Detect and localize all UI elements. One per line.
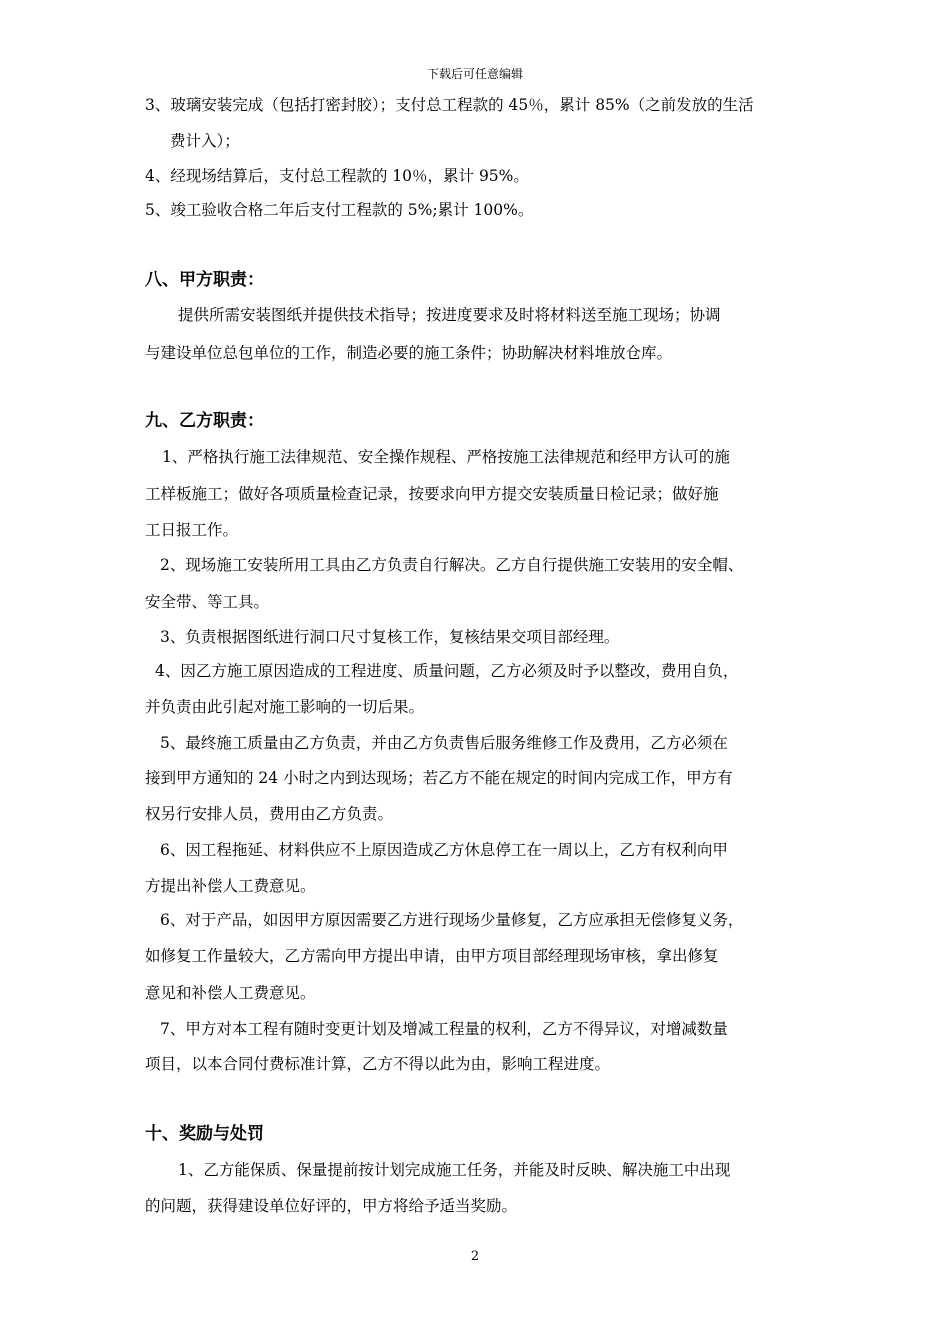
section-9-line-10: 接到甲方通知的 24 小时之内到达现场；若乙方不能在规定的时间内完成工作，甲方有: [145, 769, 733, 787]
section-9-line-6: 3、负责根据图纸进行洞口尺寸复核工作，复核结果交项目部经理。: [160, 628, 620, 646]
payment-item-5: 5、竣工验收合格二年后支付工程款的 5%;累计 100%。: [145, 201, 534, 219]
section-9-line-9: 5、最终施工质量由乙方负责，并由乙方负责售后服务维修工作及费用，乙方必须在: [160, 734, 728, 752]
section-9-line-15: 如修复工作量较大，乙方需向甲方提出申请，由甲方项目部经理现场审核，拿出修复: [145, 947, 719, 965]
section-9-line-1: 1、严格执行施工法律规范、安全操作规程、严格按施工法律规范和经甲方认可的施: [162, 448, 730, 466]
section-8-line-2: 与建设单位总包单位的工作，制造必要的施工条件；协助解决材料堆放仓库。: [145, 344, 673, 362]
section-9-line-14: 6、对于产品，如因甲方原因需要乙方进行现场少量修复，乙方应承担无偿修复义务，: [160, 911, 744, 929]
section-9-line-16: 意见和补偿人工费意见。: [145, 984, 316, 1002]
section-9-line-13: 方提出补偿人工费意见。: [145, 877, 316, 895]
section-9-line-4: 2、现场施工安装所用工具由乙方负责自行解决。乙方自行提供施工安装用的安全帽、: [160, 556, 744, 574]
section-10-line-2: 的问题，获得建设单位好评的，甲方将给予适当奖励。: [145, 1197, 518, 1215]
section-9-line-17: 7、甲方对本工程有随时变更计划及增减工程量的权利，乙方不得异议，对增减数量: [160, 1020, 728, 1038]
section-9-line-12: 6、因工程拖延、材料供应不上原因造成乙方休息停工在一周以上，乙方有权利向甲: [160, 841, 728, 859]
payment-item-3-line-1: 3、玻璃安装完成（包括打密封胶）；支付总工程款的 45％，累计 85%（之前发放的生活: [145, 96, 754, 114]
section-10-line-1: 1、乙方能保质、保量提前按计划完成施工任务，并能及时反映、解决施工中出现: [178, 1161, 731, 1179]
section-9-line-18: 项目，以本合同付费标准计算，乙方不得以此为由，影响工程进度。: [145, 1055, 611, 1073]
section-9-line-2: 工样板施工；做好各项质量检查记录，按要求向甲方提交安装质量日检记录；做好施: [145, 485, 719, 503]
section-9-line-5: 安全带、等工具。: [145, 593, 270, 611]
page-header: 下载后可任意编辑: [426, 67, 523, 81]
section-9-line-8: 并负责由此引起对施工影响的一切后果。: [145, 698, 425, 716]
section-10-heading: 十、奖励与处罚: [145, 1124, 264, 1144]
section-9-line-7: 4、因乙方施工原因造成的工程进度、质量问题，乙方必须及时予以整改，费用自负，: [155, 662, 739, 680]
page-number: 2: [470, 1249, 480, 1264]
section-8-heading: 八、甲方职责：: [145, 270, 264, 290]
section-9-line-3: 工日报工作。: [145, 521, 239, 539]
payment-item-3-line-2: 费计入）；: [170, 132, 240, 150]
section-9-heading: 九、乙方职责：: [145, 411, 264, 431]
section-9-line-11: 权另行安排人员，费用由乙方负责。: [145, 805, 394, 823]
payment-item-4: 4、经现场结算后，支付总工程款的 10％，累计 95%。: [145, 167, 529, 185]
section-8-line-1: 提供所需安装图纸并提供技术指导；按进度要求及时将材料送至施工现场；协调: [178, 306, 721, 324]
